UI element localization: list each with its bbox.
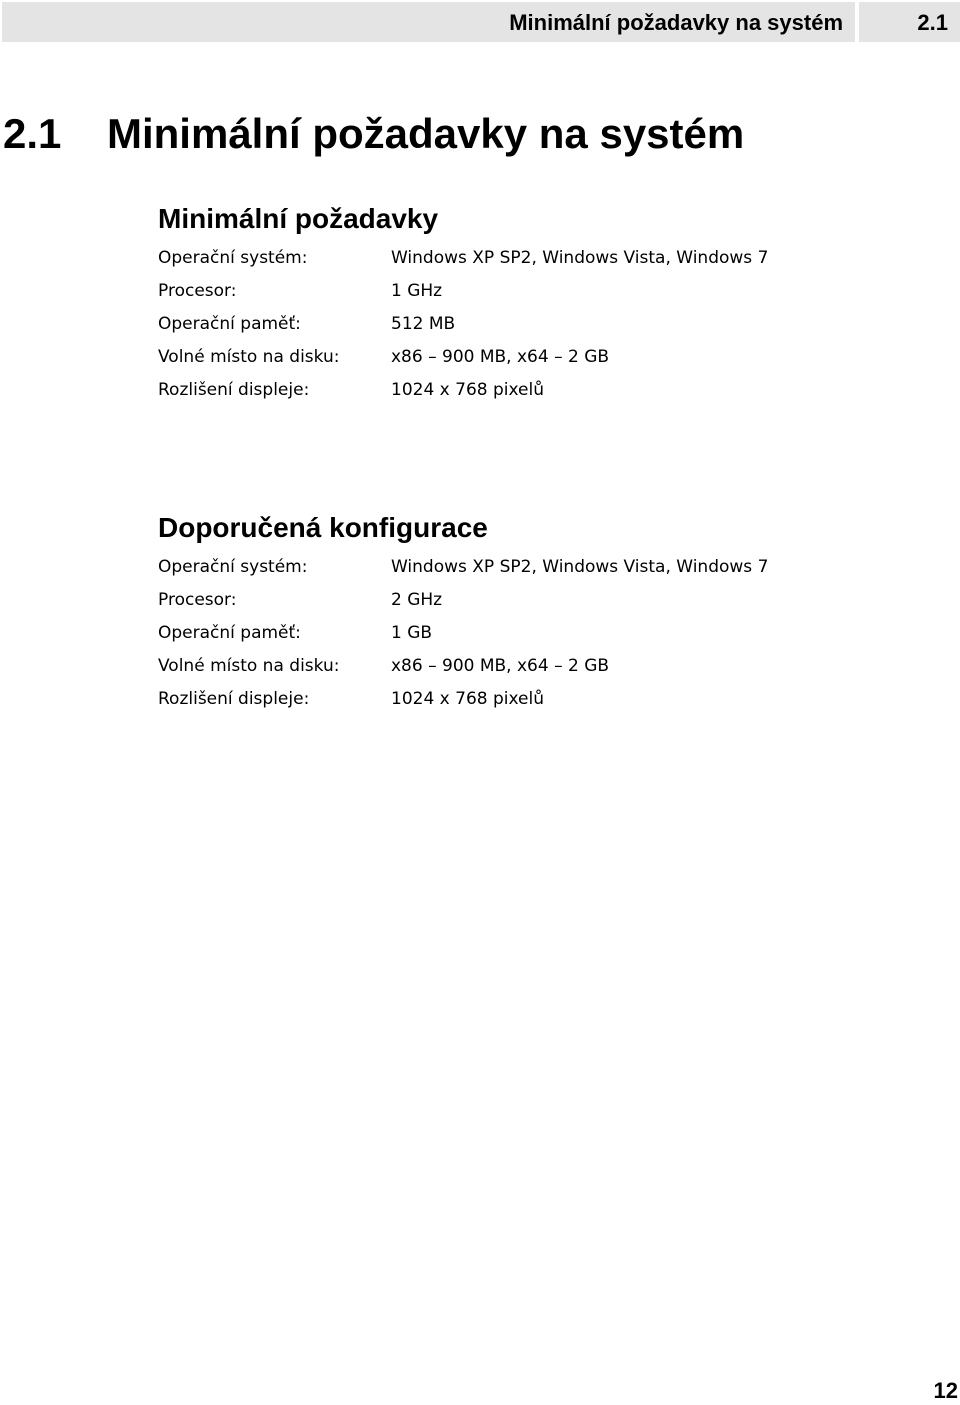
spec-value: 1 GHz — [391, 281, 443, 301]
spec-row-os — [158, 242, 918, 275]
spec-value: Windows XP SP2, Windows Vista, Windows 7 — [391, 557, 769, 577]
minimum-requirements-section — [158, 202, 918, 407]
spec-label: Operační systém: — [158, 248, 308, 268]
spec-row-resolution — [158, 683, 918, 716]
spec-label: Procesor: — [158, 590, 237, 610]
spec-label: Procesor: — [158, 281, 237, 301]
minimum-requirements-heading: Minimální požadavky — [158, 203, 439, 234]
recommended-configuration-section — [158, 511, 918, 716]
page-number: 12 — [933, 1378, 958, 1403]
header-title: Minimální požadavky na systém — [2, 2, 855, 42]
chapter-number: 2.1 — [3, 110, 62, 157]
spec-label: Operační paměť: — [158, 623, 301, 643]
spec-row-disk — [158, 650, 918, 683]
spec-value: 1024 x 768 pixelů — [391, 689, 544, 709]
spec-row-os — [158, 551, 918, 584]
spec-label: Rozlišení displeje: — [158, 380, 310, 400]
spec-label: Rozlišení displeje: — [158, 689, 310, 709]
header-section-number: 2.1 — [859, 2, 960, 42]
spec-row-cpu — [158, 275, 918, 308]
chapter-heading — [3, 108, 744, 160]
spec-label: Volné místo na disku: — [158, 347, 340, 367]
spec-value: x86 – 900 MB, x64 – 2 GB — [391, 656, 610, 676]
spec-value: x86 – 900 MB, x64 – 2 GB — [391, 347, 610, 367]
spec-value: 512 MB — [391, 314, 456, 334]
spec-row-cpu — [158, 584, 918, 617]
spec-value: Windows XP SP2, Windows Vista, Windows 7 — [391, 248, 769, 268]
spec-row-memory — [158, 617, 918, 650]
spec-row-disk — [158, 341, 918, 374]
spec-label: Operační systém: — [158, 557, 308, 577]
chapter-title: Minimální požadavky na systém — [107, 110, 745, 157]
spec-label: Volné místo na disku: — [158, 656, 340, 676]
spec-row-resolution — [158, 374, 918, 407]
running-header — [2, 2, 960, 42]
spec-value: 1 GB — [391, 623, 433, 643]
spec-label: Operační paměť: — [158, 314, 301, 334]
spec-value: 2 GHz — [391, 590, 443, 610]
recommended-configuration-heading: Doporučená konfigurace — [158, 512, 488, 543]
spec-row-memory — [158, 308, 918, 341]
spec-value: 1024 x 768 pixelů — [391, 380, 544, 400]
